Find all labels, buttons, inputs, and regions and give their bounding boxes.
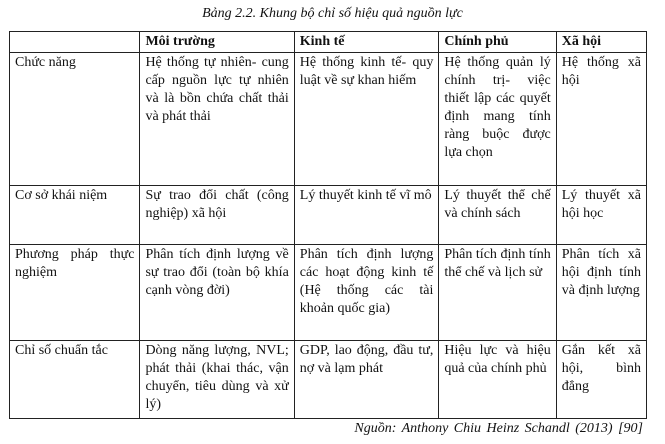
table-cell: Lý thuyết xã hội học xyxy=(556,186,646,245)
header-cell-economy: Kinh tế xyxy=(294,32,439,53)
row-label: Cơ sở khái niệm xyxy=(10,186,140,245)
table-cell: Lý thuyết thể chế và chính sách xyxy=(439,186,556,245)
table-row xyxy=(10,341,647,419)
header-cell-empty xyxy=(10,32,140,53)
table-cell: Phân tích định tính thể chế và lịch sử xyxy=(439,245,556,341)
table-cell: Dòng năng lượng, NVL; phát thải (khai thác, vận chuyển, tiêu dùng và xử lý) xyxy=(140,341,294,419)
header-cell-environment: Môi trường xyxy=(140,32,294,53)
table-row xyxy=(10,53,647,186)
table-cell: Sự trao đổi chất (công nghiệp) xã hội xyxy=(140,186,294,245)
row-label: Phương pháp thực nghiệm xyxy=(10,245,140,341)
source-note: Nguồn: Anthony Chiu Heinz Schandl (2013) [90] xyxy=(354,421,643,436)
table-cell: Hệ thống quản lý chính trị- việc thiết lập các quyết định mang tính ràng buộc được lựa chọn xyxy=(439,53,556,186)
table-cell: Phân tích xã hội định tính và định lượng xyxy=(556,245,646,341)
table-cell: Hiệu lực và hiệu quả của chính phủ xyxy=(439,341,556,419)
table-cell: Hệ thống tự nhiên- cung cấp nguồn lực tự nhiên và là bồn chứa chất thải và phát thải xyxy=(140,53,294,186)
table-cell: Hệ thống kinh tế- quy luật về sự khan hiếm xyxy=(294,53,439,186)
table-caption: Bảng 2.2. Khung bộ chỉ số hiệu quả nguồn lực xyxy=(202,6,463,21)
table-cell: Phân tích định lượng các hoạt động kinh tế (Hệ thống các tài khoản quốc gia) xyxy=(294,245,439,341)
table-cell: Gắn kết xã hội, bình đẳng xyxy=(556,341,646,419)
indicator-framework-table xyxy=(9,31,647,419)
row-label: Chức năng xyxy=(10,53,140,186)
header-cell-government: Chính phủ xyxy=(439,32,556,53)
table-cell: Phân tích định lượng về sự trao đổi (toàn bộ khía cạnh vòng đời) xyxy=(140,245,294,341)
table-row xyxy=(10,245,647,341)
row-label: Chỉ số chuẩn tắc xyxy=(10,341,140,419)
table-row xyxy=(10,186,647,245)
table-cell: GDP, lao động, đầu tư, nợ và lạm phát xyxy=(294,341,439,419)
table-cell: Hệ thống xã hội xyxy=(556,53,646,186)
header-cell-society: Xã hội xyxy=(556,32,646,53)
table-cell: Lý thuyết kinh tế vĩ mô xyxy=(294,186,439,245)
table-header-row xyxy=(10,32,647,53)
